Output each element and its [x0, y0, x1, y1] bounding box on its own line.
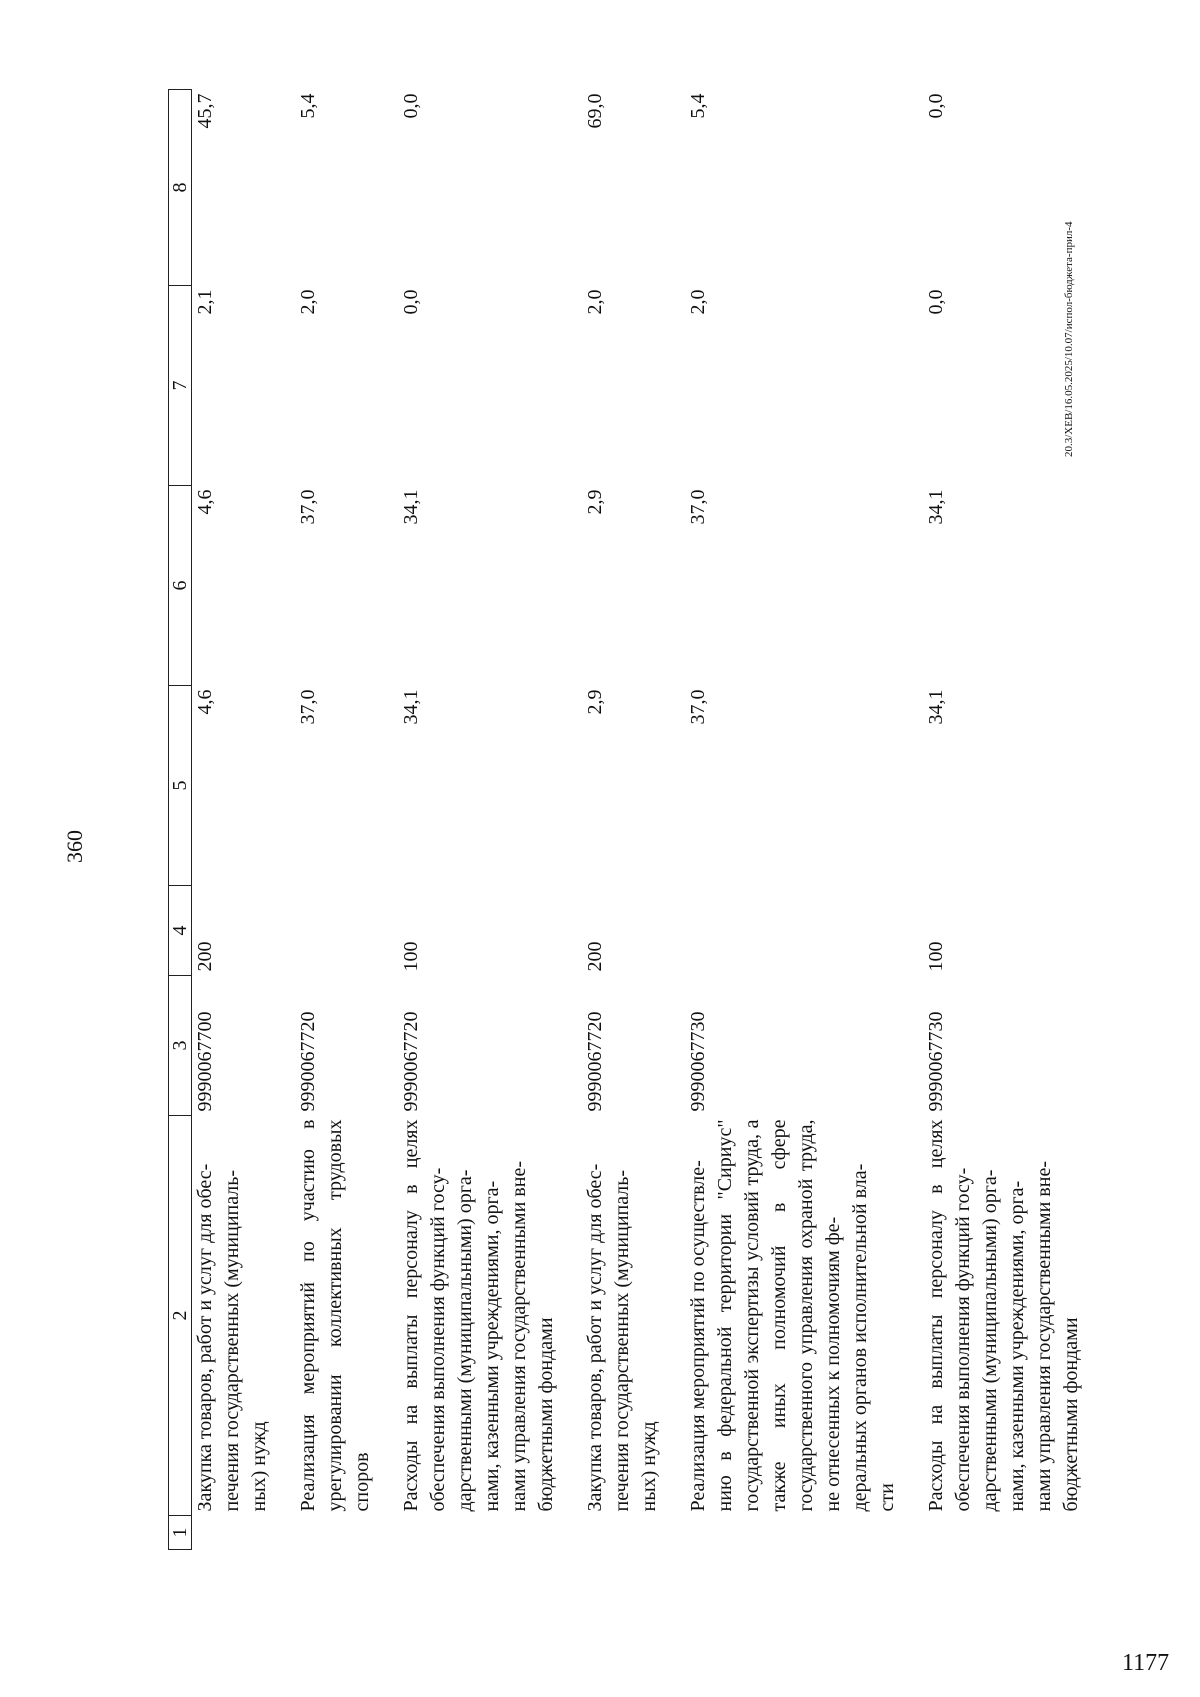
col-header-1: 1 [169, 1516, 192, 1550]
description-cell: Закупка товаров, работ и услуг для обес- печения государственных (муниципаль- ных) нужд [584, 1163, 660, 1512]
expense-type-cell: 100 [925, 941, 947, 972]
target-code-cell: 9990067730 [925, 1011, 947, 1112]
col-header-3: 3 [169, 976, 192, 1116]
amount-col7-cell: 0,0 [400, 289, 422, 315]
description-cell: Реализация мероприятий по осуществле- нию в федеральной территории "Сириус" государственной экспертизы условий труда, а также иных полномочий в сфере государственного управления охраной труда, не отнесенных к полномочиям фе- деральных органов исполнительной вла- сти [687, 1119, 898, 1512]
amount-col5-cell: 37,0 [297, 689, 319, 725]
description-cell: Реализация мероприятий по участию в урегулировании коллективных трудовых споров [297, 1119, 373, 1512]
amount-col8-cell: 5,4 [687, 93, 709, 119]
expense-type-cell: 100 [400, 941, 422, 972]
col-header-6: 6 [169, 486, 192, 686]
amount-col6-cell: 37,0 [687, 489, 709, 525]
amount-col8-cell: 69,0 [584, 93, 606, 129]
amount-col5-cell: 2,9 [584, 689, 606, 715]
amount-col7-cell: 0,0 [925, 289, 947, 315]
amount-col6-cell: 2,9 [584, 489, 606, 515]
table-body [192, 90, 1108, 1550]
header-row [169, 90, 192, 1550]
expense-type-cell [295, 886, 398, 976]
amount-col5-cell: 34,1 [925, 689, 947, 725]
target-code-cell: 9990067720 [297, 1011, 319, 1112]
amount-col7-cell: 2,1 [194, 289, 216, 315]
amount-col6-cell: 4,6 [194, 489, 216, 515]
budget-table [168, 89, 1107, 1550]
description-cell: Расходы на выплаты персоналу в целях обеспечения выполнения функций госу- дарственными (муниципальными) орга- нами, казенными учреждениями, орга- нами управления государственными вне- бюджетными фондами [400, 1119, 557, 1512]
amount-col8-cell: 5,4 [297, 93, 319, 119]
amount-col8-cell: 0,0 [400, 93, 422, 119]
sheet-number: 1177 [1122, 1650, 1170, 1676]
table-row [295, 90, 398, 1550]
amount-col7-cell: 2,0 [584, 289, 606, 315]
col-header-2: 2 [169, 1116, 192, 1516]
amount-col5-cell: 37,0 [687, 689, 709, 725]
target-code-cell: 9990067720 [584, 1011, 606, 1112]
col-header-8: 8 [169, 90, 192, 286]
amount-col6-cell: 37,0 [297, 489, 319, 525]
amount-col5-cell: 4,6 [194, 689, 216, 715]
table-row [398, 90, 582, 1550]
target-code-cell: 9990067720 [400, 1011, 422, 1112]
expense-type-cell: 200 [194, 941, 216, 972]
expense-type-cell: 200 [584, 941, 606, 972]
row-num-cell [192, 1516, 296, 1550]
col-header-5: 5 [169, 686, 192, 886]
description-cell: Расходы на выплаты персоналу в целях обеспечения выполнения функций госу- дарственными (муниципальными) орга- нами, казенными учреждениями, орга- нами управления государственными вне- бюджетными фондами [925, 1119, 1082, 1512]
row-num-cell [685, 1516, 923, 1550]
col-header-4: 4 [169, 886, 192, 976]
table-row [923, 90, 1107, 1550]
target-code-cell: 9990067700 [194, 1011, 216, 1112]
target-code-cell: 9990067730 [687, 1011, 709, 1112]
amount-col5-cell: 34,1 [400, 689, 422, 725]
table-row [685, 90, 923, 1550]
row-num-cell [398, 1516, 582, 1550]
amount-col6-cell: 34,1 [925, 489, 947, 525]
amount-col8-cell: 0,0 [925, 93, 947, 119]
amount-col7-cell: 2,0 [687, 289, 709, 315]
page-number: 360 [62, 830, 87, 863]
table-row [582, 90, 685, 1550]
amount-col7-cell: 2,0 [297, 289, 319, 315]
table-row [192, 90, 296, 1550]
footer-code: 20.3/ХЕВ/16.05.2025/10.07/испол-бюджета-прил-4 [1063, 221, 1075, 457]
row-num-cell [582, 1516, 685, 1550]
expense-type-cell [685, 886, 923, 976]
description-cell: Закупка товаров, работ и услуг для обес- печения государственных (муниципаль- ных) нужд [194, 1163, 270, 1512]
amount-col6-cell: 34,1 [400, 489, 422, 525]
col-header-7: 7 [169, 286, 192, 486]
row-num-cell [295, 1516, 398, 1550]
row-num-cell [923, 1516, 1107, 1550]
amount-col8-cell: 45,7 [194, 93, 216, 129]
